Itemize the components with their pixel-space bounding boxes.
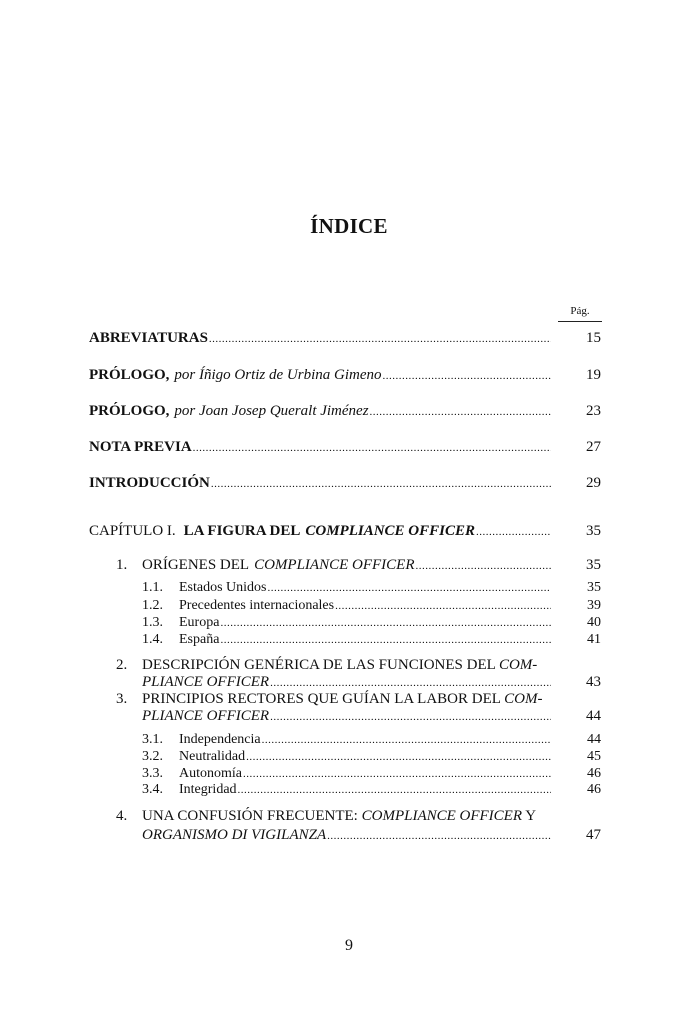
section-title-line1: UNA CONFUSIÓN FRECUENTE:	[142, 808, 358, 824]
dot-leader	[238, 781, 551, 799]
dot-leader	[220, 631, 551, 649]
toc-subsection-1-3[interactable]	[0, 614, 698, 632]
page-column-label: Pág.	[570, 305, 590, 317]
subsection-page: 44	[587, 732, 601, 747]
section-page: 44	[586, 708, 601, 724]
subsection-title: Estados Unidos	[179, 580, 267, 595]
section-number: 2.	[116, 657, 128, 673]
entry-title: NOTA PREVIA	[89, 439, 192, 455]
subsection-number: 1.1.	[142, 580, 163, 595]
toc-subsection-1-1[interactable]	[0, 579, 698, 597]
section-title-line1-italic: COM-	[504, 691, 543, 707]
subsection-number: 3.4.	[142, 782, 163, 797]
subsection-page: 46	[587, 782, 601, 797]
subsection-number: 3.1.	[142, 732, 163, 747]
subsection-title: Integridad	[179, 782, 237, 797]
entry-page: 23	[586, 403, 601, 419]
subsection-title: Precedentes internacionales	[179, 598, 335, 613]
toc-entry-prologo-queralt[interactable]	[0, 401, 698, 421]
entry-page: 19	[586, 367, 601, 383]
subsection-number: 1.2.	[142, 598, 163, 613]
page-title: ÍNDICE	[310, 214, 388, 238]
section-title-line1-italic: COM-	[498, 657, 538, 673]
dot-leader	[211, 474, 551, 494]
toc-subsection-3-2[interactable]	[0, 748, 698, 766]
dot-leader	[370, 402, 551, 422]
entry-title: ABREVIATURAS	[89, 330, 208, 346]
section-title-line2-italic: ORGANISMO DI VIGILANZA	[142, 827, 327, 843]
toc-subsection-1-4[interactable]	[0, 631, 698, 649]
dot-leader	[246, 748, 551, 766]
toc-entry-introduccion[interactable]	[0, 473, 698, 493]
section-number: 1.	[116, 557, 128, 573]
toc-subsection-1-2[interactable]	[0, 597, 698, 615]
toc-entry-prologo-ortiz[interactable]	[0, 365, 698, 385]
page-column-rule	[558, 321, 602, 322]
section-title-line1-italic: COMPLIANCE OFFICER	[361, 808, 523, 824]
entry-title: INTRODUCCIÓN	[89, 475, 210, 491]
entry-author: por Íñigo Ortiz de Urbina Gimeno	[174, 367, 382, 383]
toc-entry-abreviaturas[interactable]	[0, 328, 698, 348]
dot-leader	[193, 438, 551, 458]
section-title-line1: DESCRIPCIÓN GENÉRICA DE LAS FUNCIONES DEL	[142, 657, 496, 673]
dot-leader	[270, 707, 551, 727]
subsection-title: Europa	[179, 615, 220, 630]
page-number: 9	[345, 937, 353, 954]
dot-leader	[262, 731, 551, 749]
section-page: 47	[586, 827, 601, 843]
dot-leader	[327, 826, 551, 846]
section-page: 35	[586, 557, 601, 573]
section-title: ORÍGENES DEL	[142, 557, 250, 573]
subsection-page: 46	[587, 766, 601, 781]
section-title-italic: COMPLIANCE OFFICER	[254, 557, 415, 573]
subsection-page: 40	[587, 615, 601, 630]
dot-leader	[476, 522, 551, 542]
entry-page: 15	[586, 330, 601, 346]
subsection-title: España	[179, 632, 220, 647]
chapter-title: LA FIGURA DEL	[183, 523, 301, 539]
dot-leader	[268, 579, 552, 597]
subsection-number: 3.2.	[142, 749, 163, 764]
entry-title: PRÓLOGO,	[89, 367, 170, 383]
subsection-number: 1.3.	[142, 615, 163, 630]
subsection-number: 1.4.	[142, 632, 163, 647]
toc-section-4[interactable]	[0, 806, 698, 846]
subsection-page: 35	[587, 580, 601, 595]
subsection-page: 39	[587, 598, 601, 613]
toc-subsection-3-1[interactable]	[0, 731, 698, 749]
toc-entry-nota-previa[interactable]	[0, 437, 698, 457]
dot-leader	[209, 329, 551, 349]
section-page: 43	[586, 674, 601, 690]
entry-page: 27	[586, 439, 601, 455]
chapter-title-italic: COMPLIANCE OFFICER	[305, 523, 476, 539]
subsection-page: 45	[587, 749, 601, 764]
dot-leader	[220, 614, 551, 632]
section-number: 4.	[116, 808, 128, 824]
section-title-line2-italic: PLIANCE OFFICER	[142, 674, 270, 690]
toc-subsection-3-4[interactable]	[0, 781, 698, 799]
subsection-page: 41	[587, 632, 601, 647]
toc-section-3[interactable]	[0, 689, 698, 729]
chapter-label: CAPÍTULO I.	[89, 523, 176, 539]
section-title-line1: PRINCIPIOS RECTORES QUE GUÍAN LA LABOR DEL	[142, 691, 501, 707]
section-number: 3.	[116, 691, 128, 707]
chapter-page: 35	[586, 523, 601, 539]
entry-author: por Joan Josep Queralt Jiménez	[174, 403, 369, 419]
entry-page: 29	[586, 475, 601, 491]
dot-leader	[383, 366, 552, 386]
entry-title: PRÓLOGO,	[89, 403, 170, 419]
subsection-number: 3.3.	[142, 766, 163, 781]
subsection-title: Neutralidad	[179, 749, 246, 764]
dot-leader	[415, 556, 551, 576]
section-title-line1-end: Y	[525, 808, 537, 824]
toc-chapter-1[interactable]	[0, 521, 698, 541]
toc-section-1[interactable]	[0, 555, 698, 575]
section-title-line2-italic: PLIANCE OFFICER	[142, 708, 270, 724]
dot-leader	[335, 597, 551, 615]
subsection-title: Independencia	[179, 732, 261, 747]
subsection-title: Autonomía	[179, 766, 242, 781]
